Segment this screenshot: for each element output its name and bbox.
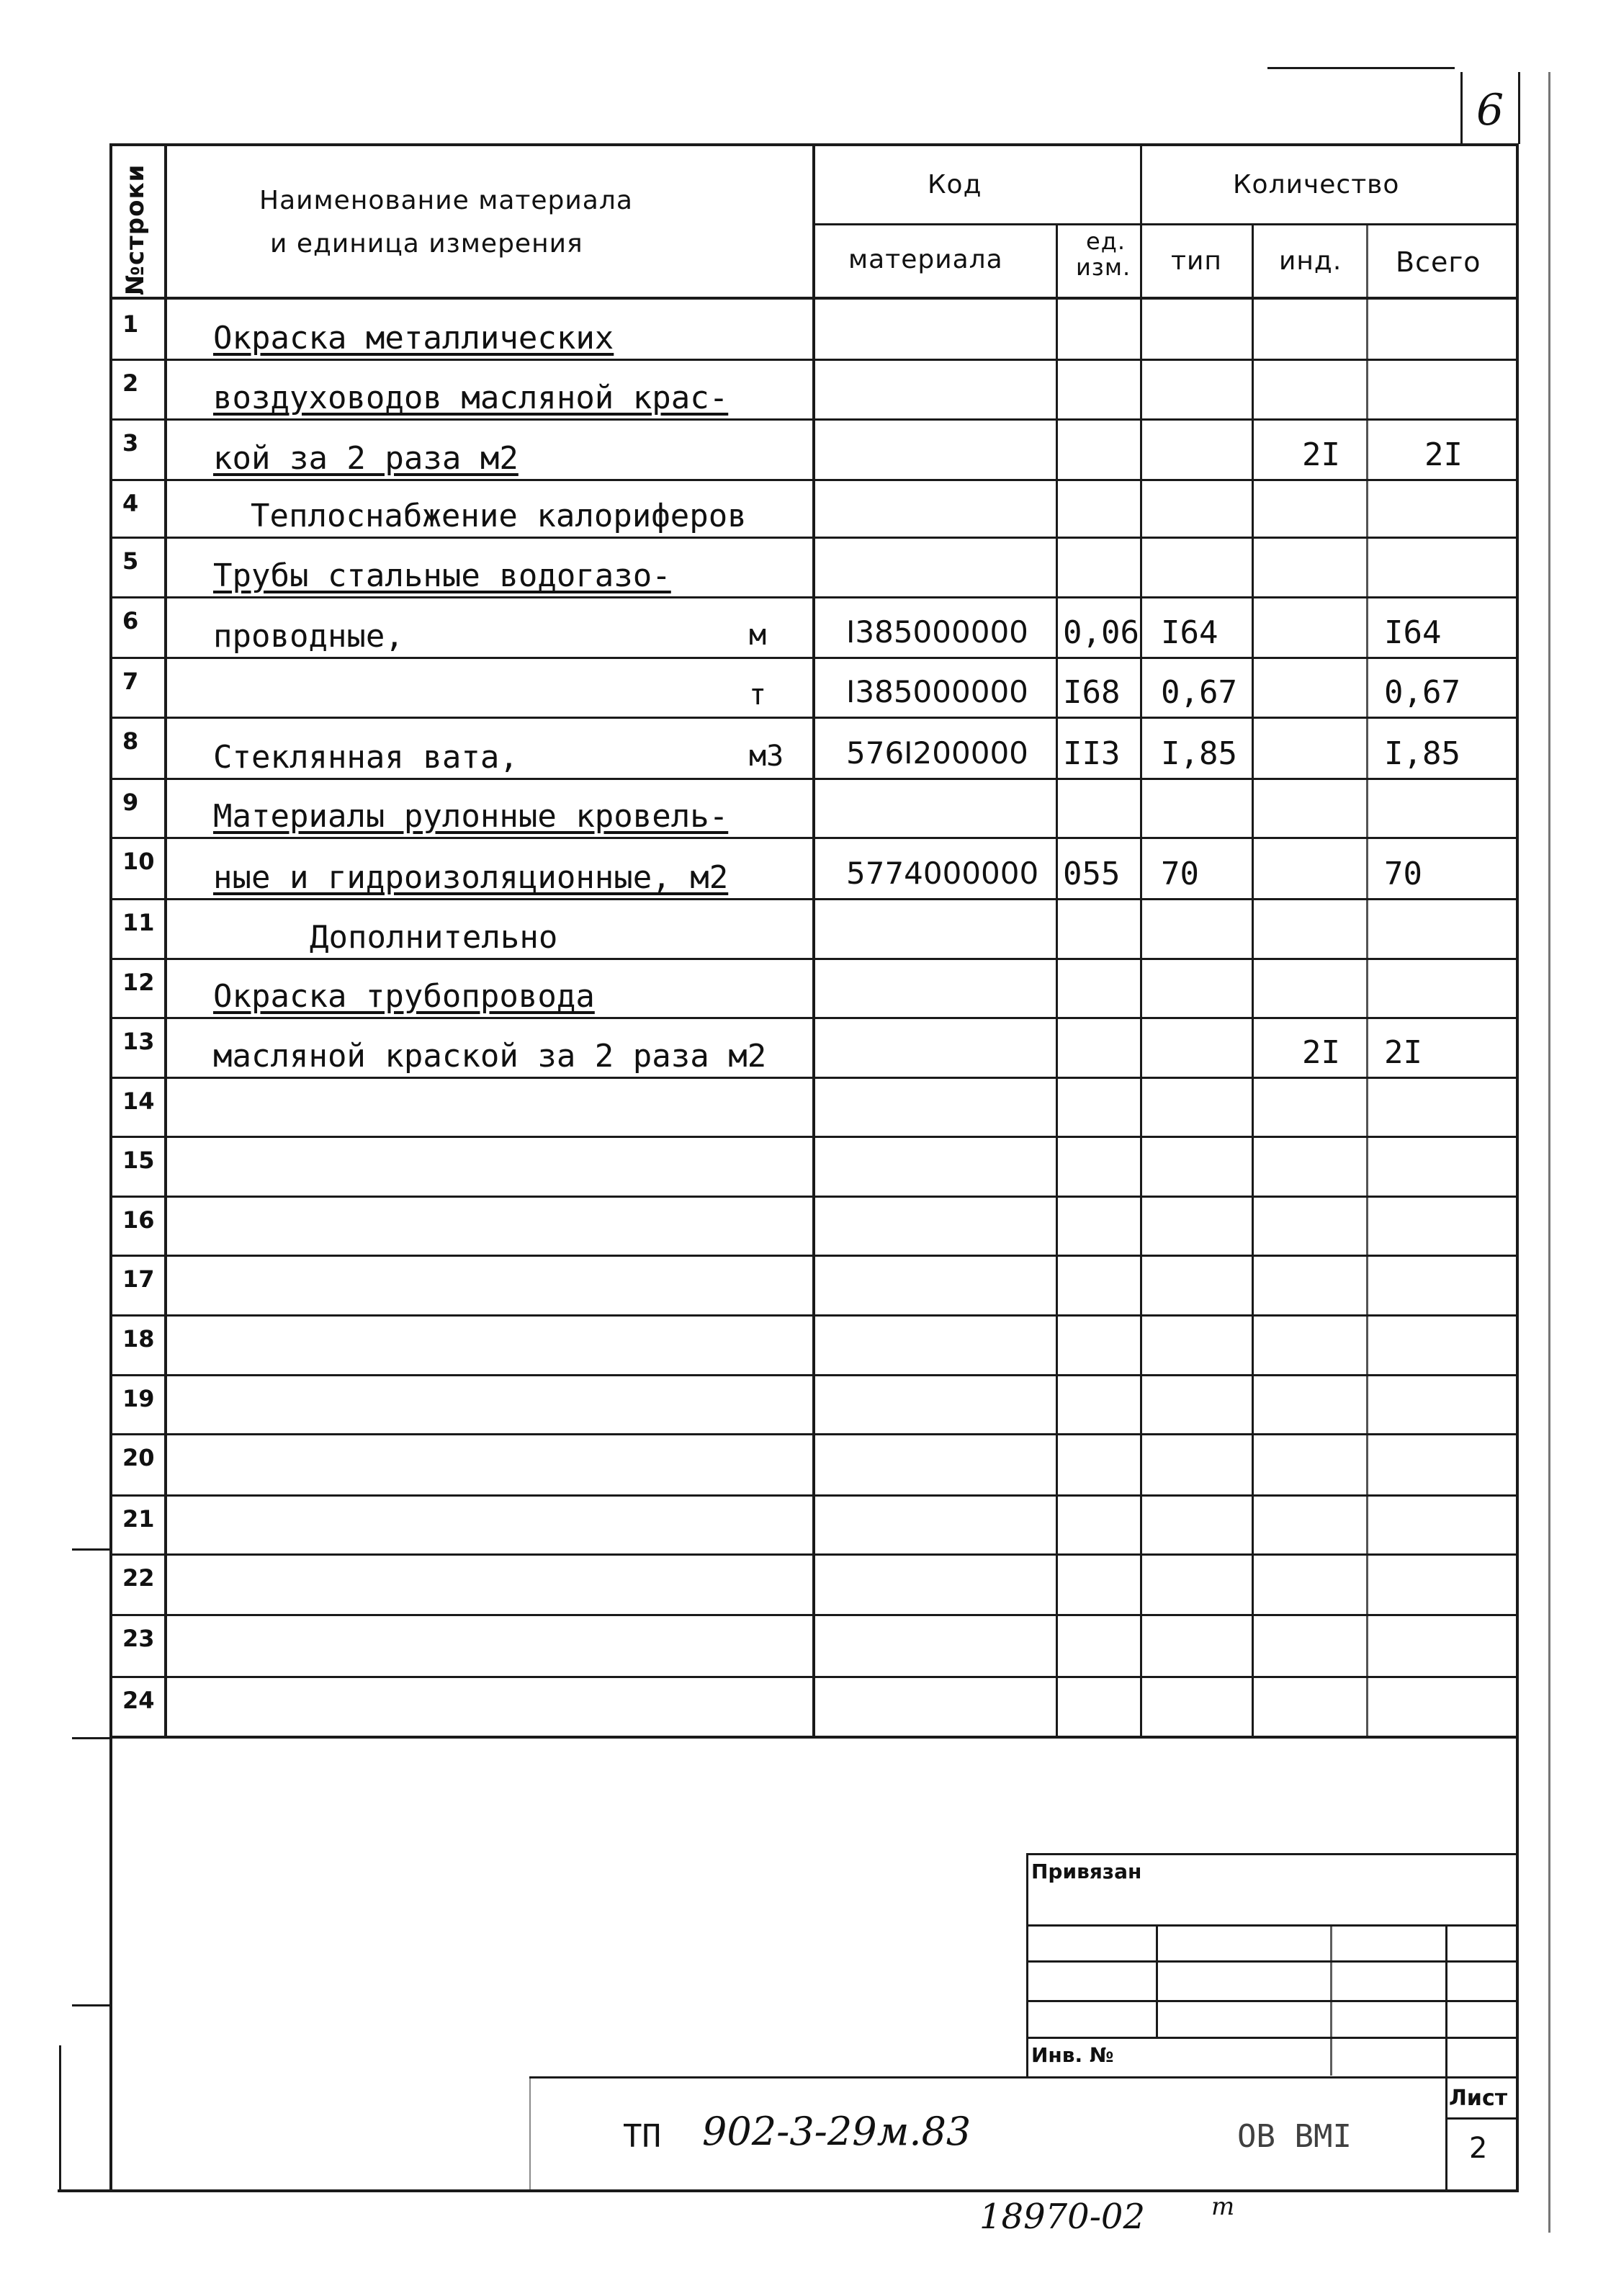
tp-prefix: ТП [623,2118,661,2155]
row-number: 12 [122,969,155,996]
sheet-label: Лист [1449,2086,1508,2111]
row-divider [109,1077,1519,1079]
row-divider [109,1196,1519,1198]
row-number: 6 [122,607,139,634]
row-number: 23 [122,1625,155,1652]
unit-code: II3 [1063,735,1121,772]
material-code: I385000000 [846,674,1028,709]
material-code: 5774000000 [846,856,1039,891]
material-name: кой за 2 раза м2 [213,440,519,477]
row-number: 10 [122,848,155,875]
row-number: 21 [122,1505,155,1533]
qty-total: 70 [1384,856,1422,892]
row-number: 11 [122,909,155,936]
type-header: тип [1171,246,1222,276]
row-number: 2 [122,369,139,397]
row-divider [109,1255,1519,1257]
qty-ind: 2I [1302,436,1340,473]
row-number: 3 [122,429,139,457]
bottom-mark: т [1211,2192,1235,2221]
material-name: Окраска металлических [213,320,614,356]
row-divider [109,1017,1519,1019]
unit-of-measure: т [749,678,767,712]
name-header-line2: и единица измерения [270,229,583,259]
material-name: Материалы рулонные кровель- [213,798,729,835]
qty-type: 0,67 [1161,674,1237,711]
row-divider [109,1676,1519,1678]
qty-ind: 2I [1302,1034,1340,1071]
row-divider [109,1433,1519,1435]
inv-no-label: Инв. № [1031,2043,1114,2067]
row-number: 16 [122,1206,155,1234]
material-name: воздуховодов масляной крас- [213,380,729,416]
col-line-code [1056,223,1058,1737]
unit-code: 055 [1063,856,1121,892]
col-line-tip [1252,223,1254,1737]
sheet-corner-number: 6 [1476,85,1504,135]
material-name: Стеклянная вата, [213,739,519,776]
material-name: проводные, [213,618,404,655]
material-name: Окраска трубопровода [213,978,595,1015]
sheet-number: 2 [1469,2132,1489,2165]
code-header: Код [928,170,982,199]
qty-type: I,85 [1161,735,1237,772]
col-line-ed [1140,143,1142,1737]
row-divider [109,479,1519,481]
material-name: масляной краской за 2 раза м2 [213,1038,767,1075]
row-divider [109,958,1519,960]
frame-left [109,143,112,2191]
material-header: материала [848,245,1003,274]
row-number: 1 [122,310,139,338]
material-name: Трубы стальные водогазо- [213,557,671,594]
row-number: 20 [122,1444,155,1471]
qty-type: 70 [1161,856,1199,892]
row-number: 13 [122,1028,155,1055]
row-number: 15 [122,1147,155,1174]
row-number: 17 [122,1265,155,1293]
unit-header-line1: ед. [1086,228,1126,255]
row-number: 22 [122,1564,155,1592]
doc-mark: ОВ ВМI [1237,2118,1352,2155]
quantity-header: Количество [1233,170,1400,199]
row-number: 4 [122,490,139,517]
row-number: 19 [122,1385,155,1412]
material-name: ные и гидроизоляционные, м2 [213,859,729,896]
row-number: 14 [122,1088,155,1115]
row-number: 7 [122,668,139,695]
col-line-name [812,143,815,1737]
material-code: 576I200000 [846,735,1028,771]
unit-code: I68 [1063,674,1121,711]
frame-right [1516,143,1519,2191]
row-divider [109,1136,1519,1138]
row-divider [109,837,1519,839]
row-divider [109,418,1519,421]
row-divider [109,1374,1519,1376]
material-name: Дополнительно [310,919,558,956]
row-divider [109,359,1519,361]
unit-code: 0,06 [1063,614,1139,651]
row-number: 8 [122,727,139,755]
qty-total: 2I [1384,1034,1422,1071]
row-number: 24 [122,1687,155,1714]
linked-label: Привязан [1031,1860,1142,1883]
row-divider [109,1614,1519,1616]
qty-type: I64 [1161,614,1218,651]
row-divider [109,1553,1519,1556]
row-number-header: №строки [121,163,150,295]
col-line-ind [1366,223,1368,1737]
row-divider [109,1314,1519,1317]
qty-total: I64 [1384,614,1442,651]
unit-of-measure: м [749,619,767,652]
name-header-line1: Наименование материала [259,186,633,215]
qty-total: 0,67 [1384,674,1460,711]
material-name: Теплоснабжение калориферов [251,498,747,534]
project-code: 902-3-29м.83 [702,2109,971,2154]
col-line-no [164,143,167,1737]
ind-header: инд. [1279,246,1342,276]
unit-of-measure: м3 [749,740,784,773]
row-divider [109,778,1519,780]
row-divider [109,898,1519,900]
frame-bottom [58,2189,1519,2192]
row-divider [109,1494,1519,1497]
row-number: 18 [122,1325,155,1353]
row-divider [109,657,1519,659]
unit-header-line2: изм. [1076,254,1131,281]
qty-total: 2I [1424,436,1463,473]
bottom-note: 18970-02 [979,2197,1145,2237]
row-divider [109,717,1519,719]
qty-total: I,85 [1384,735,1460,772]
row-divider [109,596,1519,598]
row-number: 9 [122,789,139,816]
material-code: I385000000 [846,614,1028,650]
row-divider [109,537,1519,539]
total-header: Всего [1396,246,1481,278]
row-number: 5 [122,547,139,575]
